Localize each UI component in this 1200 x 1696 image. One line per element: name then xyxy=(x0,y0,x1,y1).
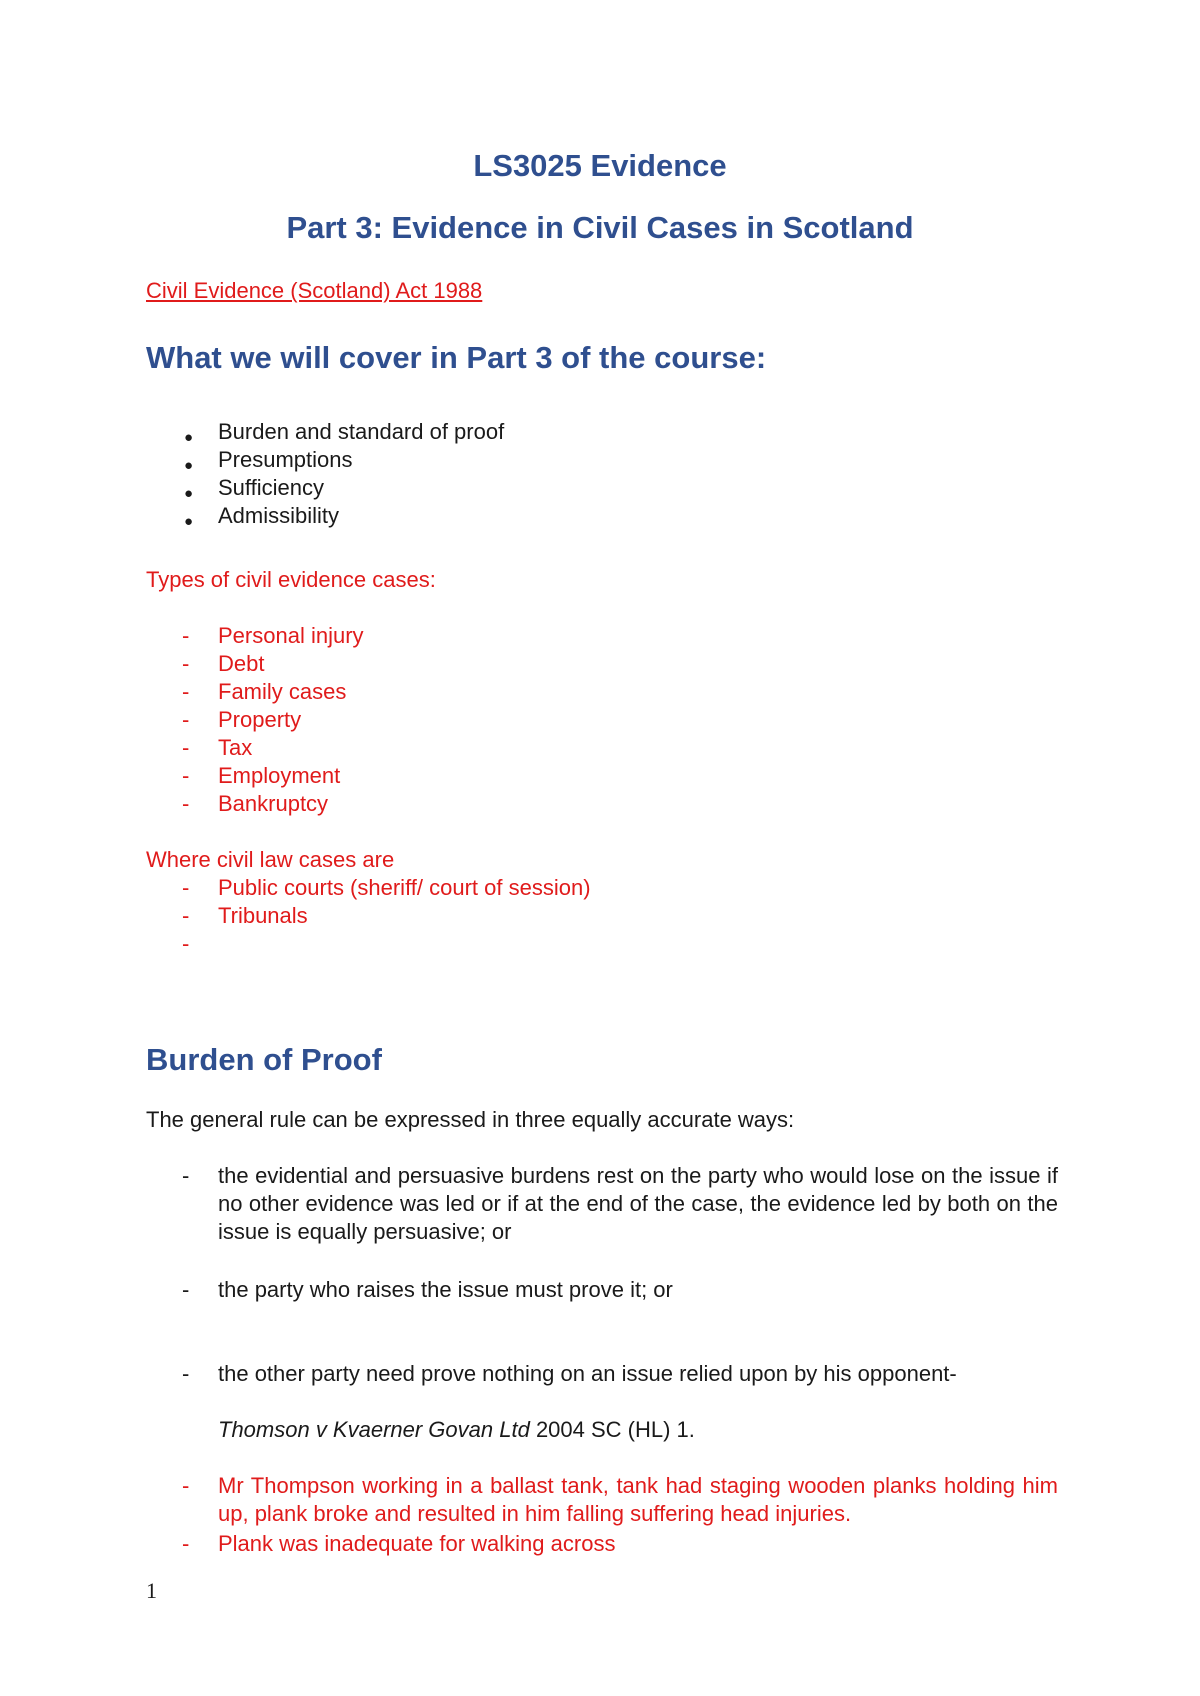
dash-icon: - xyxy=(182,903,190,928)
where-heading: Where civil law cases are xyxy=(146,847,395,872)
dash-icon: - xyxy=(182,1361,190,1386)
list-item: Burden and standard of proof xyxy=(218,419,505,444)
dash-icon: - xyxy=(182,1163,190,1188)
burden-intro: The general rule can be expressed in three equally accurate ways: xyxy=(146,1107,795,1132)
dash-icon: - xyxy=(182,1473,190,1498)
bullet-icon: ● xyxy=(184,485,194,502)
list-item: Tribunals xyxy=(218,903,308,928)
list-item: Debt xyxy=(218,651,265,676)
dash-icon: - xyxy=(182,707,190,732)
act-heading: Civil Evidence (Scotland) Act 1988 xyxy=(146,278,483,303)
list-item: Personal injury xyxy=(218,623,364,648)
case-reference xyxy=(218,1416,695,1444)
list-item: the evidential and persuasive burdens rest on the party who would lose on the issue if no other evidence was led or if at the end of the case, the evidence led by both on the issue is equally persuasive; or xyxy=(218,1163,1058,1244)
list-item: Family cases xyxy=(218,679,347,704)
list-item: the party who raises the issue must prove it; or xyxy=(218,1277,673,1302)
list-item: Tax xyxy=(218,735,253,760)
document-title: LS3025 Evidence xyxy=(473,148,727,183)
dash-icon: - xyxy=(182,763,190,788)
dash-icon: - xyxy=(182,651,190,676)
dash-icon: - xyxy=(182,931,190,956)
list-item: Bankruptcy xyxy=(218,791,329,816)
list-item: Property xyxy=(218,707,302,732)
dash-icon: - xyxy=(182,1531,190,1556)
dash-icon: - xyxy=(182,735,190,760)
list-item: Admissibility xyxy=(218,503,340,528)
dash-icon: - xyxy=(182,679,190,704)
list-item: Plank was inadequate for walking across xyxy=(218,1531,616,1556)
case-name: Thomson v Kvaerner Govan Ltd xyxy=(218,1417,530,1442)
bullet-icon: ● xyxy=(184,513,194,530)
dash-icon: - xyxy=(182,1277,190,1302)
list-item: Sufficiency xyxy=(218,475,324,500)
bullet-icon: ● xyxy=(184,429,194,446)
case-citation: 2004 SC (HL) 1. xyxy=(529,1417,695,1442)
bullet-icon: ● xyxy=(184,457,194,474)
page-number: 1 xyxy=(146,1578,157,1603)
list-item: Employment xyxy=(218,763,341,788)
dash-icon: - xyxy=(182,623,190,648)
burden-heading: Burden of Proof xyxy=(146,1042,382,1077)
dash-icon: - xyxy=(182,791,190,816)
list-item: Public courts (sheriff/ court of session) xyxy=(218,875,591,900)
list-item: Mr Thompson working in a ballast tank, tank had staging wooden planks holding him up, plank broke and resulted in him falling suffering head injuries. xyxy=(218,1473,1058,1526)
dash-icon: - xyxy=(182,875,190,900)
list-item: Presumptions xyxy=(218,447,353,472)
document-subtitle: Part 3: Evidence in Civil Cases in Scotland xyxy=(286,210,914,245)
list-item: the other party need prove nothing on an issue relied upon by his opponent- xyxy=(218,1361,957,1386)
types-heading: Types of civil evidence cases: xyxy=(146,567,436,592)
cover-heading: What we will cover in Part 3 of the course: xyxy=(146,340,767,375)
